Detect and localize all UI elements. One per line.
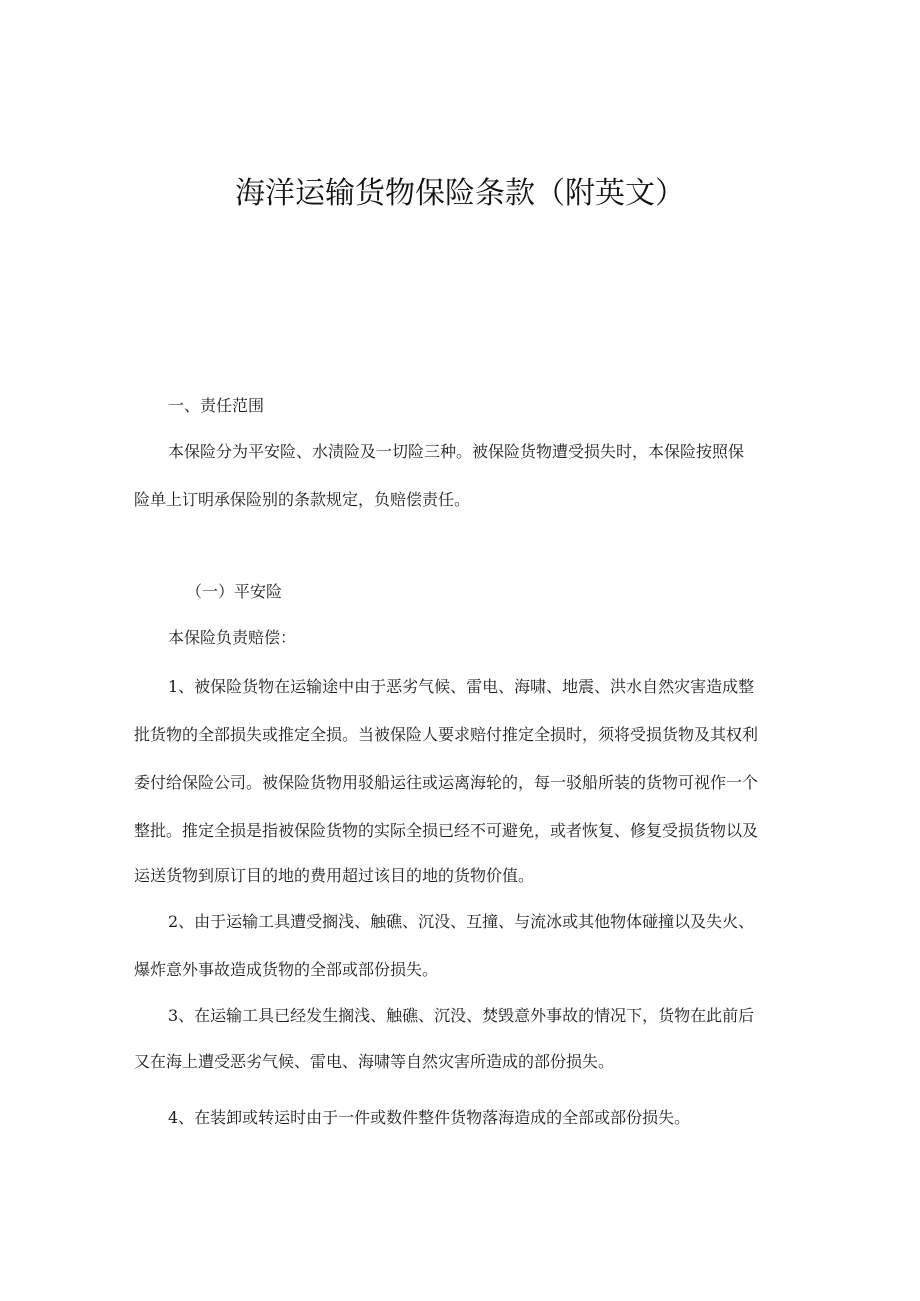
item-1-line: 运送货物到原订目的地的费用超过该目的地的货物价值。 <box>134 866 535 885</box>
document-title: 海洋运输货物保险条款（附英文） <box>235 176 685 211</box>
item-3-line: 3、在运输工具已经发生搁浅、触礁、沉没、焚毁意外事故的情况下，货物在此前后 <box>168 1006 755 1025</box>
item-4-line: 4、在装卸或转运时由于一件或数件整件货物落海造成的全部或部份损失。 <box>168 1108 691 1127</box>
item-1-line: 1、被保险货物在运输途中由于恶劣气候、雷电、海啸、地震、洪水自然灾害造成整 <box>168 677 755 696</box>
section-heading-scope: 一、责任范围 <box>168 396 265 415</box>
subsection-heading-fpa: （一）平安险 <box>186 582 283 601</box>
paragraph-line: 险单上订明承保险别的条款规定，负赔偿责任。 <box>134 490 471 509</box>
item-3-line: 又在海上遭受恶劣气候、雷电、海啸等自然灾害所造成的部份损失。 <box>134 1052 615 1071</box>
paragraph-line: 本保险分为平安险、水渍险及一切险三种。被保险货物遭受损失时，本保险按照保 <box>168 442 745 461</box>
item-2-line: 爆炸意外事故造成货物的全部或部份损失。 <box>134 960 439 979</box>
item-1-line: 委付给保险公司。被保险货物用驳船运往或运离海轮的，每一驳船所装的货物可视作一个 <box>134 773 759 792</box>
item-1-line: 整批。推定全损是指被保险货物的实际全损已经不可避免，或者恢复、修复受损货物以及 <box>134 821 759 840</box>
paragraph-lead: 本保险负责赔偿： <box>168 628 297 647</box>
item-1-line: 批货物的全部损失或推定全损。当被保险人要求赔付推定全损时，须将受损货物及其权利 <box>134 725 759 744</box>
item-2-line: 2、由于运输工具遭受搁浅、触礁、沉没、互撞、与流冰或其他物体碰撞以及失火、 <box>168 912 755 931</box>
